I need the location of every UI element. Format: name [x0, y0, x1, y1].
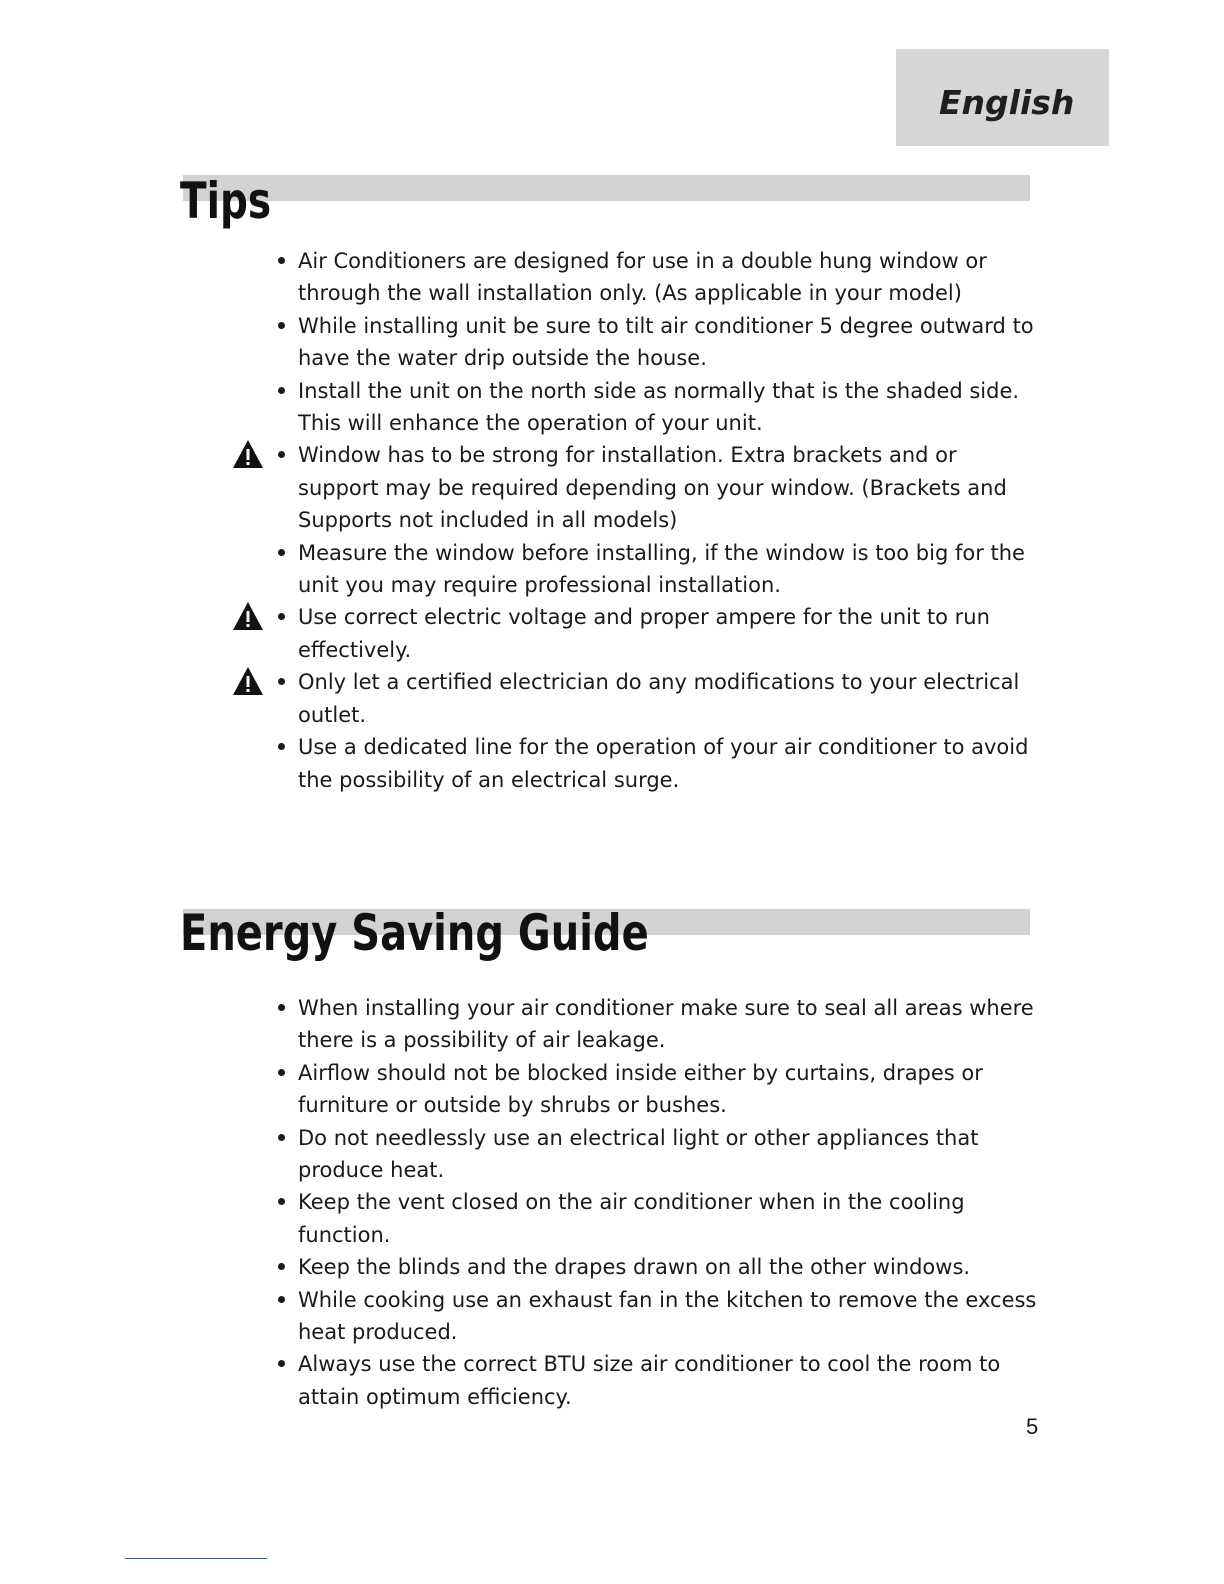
list-item-text: Air Conditioners are designed for use in a double hung window or through the wall installation only. (As applicable in your model) [298, 249, 987, 306]
warning-icon [232, 666, 264, 696]
list-item-text: Window has to be strong for installation. Extra brackets and or support may be required depending on your window. (Brackets and Supports not included in all models) [298, 443, 1007, 533]
list-item-text: Use correct electric voltage and proper ampere for the unit to run effectively. [298, 605, 990, 662]
language-label: English [939, 83, 1075, 122]
list-item-text: Keep the vent closed on the air conditioner when in the cooling function. [298, 1190, 965, 1247]
energy-saving-list [278, 992, 1038, 1413]
bullet-icon [278, 549, 285, 556]
list-item [278, 601, 1038, 666]
bullet-icon [278, 1360, 285, 1367]
list-item [278, 1186, 1038, 1251]
bullet-icon [278, 257, 285, 264]
list-item [278, 439, 1038, 536]
warning-icon [232, 601, 264, 631]
bullet-icon [278, 322, 285, 329]
page-number: 5 [1026, 1414, 1039, 1439]
list-item-text: When installing your air conditioner make sure to seal all areas where there is a possibility of air leakage. [298, 996, 1034, 1053]
energy-saving-title: Energy Saving Guide [180, 904, 649, 962]
list-item-text: Always use the correct BTU size air conditioner to cool the room to attain optimum efficiency. [298, 1352, 1001, 1409]
bullet-icon [278, 1198, 285, 1205]
list-item [278, 1348, 1038, 1413]
list-item [278, 375, 1038, 440]
footer-divider [125, 1558, 267, 1559]
bullet-icon [278, 1069, 285, 1076]
bullet-icon [278, 613, 285, 620]
list-item-text: Airflow should not be blocked inside either by curtains, drapes or furniture or outside by shrubs or bushes. [298, 1060, 983, 1118]
list-item [278, 537, 1038, 602]
bullet-icon [278, 1134, 285, 1141]
list-item-text: While cooking use an exhaust fan in the kitchen to remove the excess heat produced. [298, 1287, 1037, 1345]
language-tab [896, 49, 1109, 146]
list-item [278, 1251, 1038, 1283]
warning-icon [232, 439, 264, 469]
tips-title: Tips [180, 172, 272, 230]
bullet-icon [278, 1263, 285, 1270]
list-item [278, 666, 1038, 731]
list-item-text: Only let a certified electrician do any modifications to your electrical outlet. [298, 670, 1020, 727]
list-item [278, 1284, 1038, 1349]
bullet-icon [278, 743, 285, 750]
list-item-text: Keep the blinds and the drapes drawn on all the other windows. [298, 1255, 971, 1280]
list-item-text: Measure the window before installing, if the window is too big for the unit you may require professional installation. [298, 540, 1025, 598]
list-item [278, 1057, 1038, 1122]
list-item-text: Install the unit on the north side as normally that is the shaded side. This will enhance the operation of your unit. [298, 378, 1020, 436]
bullet-icon [278, 678, 285, 685]
bullet-icon [278, 451, 285, 458]
list-item-text: While installing unit be sure to tilt air conditioner 5 degree outward to have the water drip outside the house. [298, 313, 1034, 371]
tips-header-bar [183, 175, 1030, 201]
bullet-icon [278, 387, 285, 394]
list-item [278, 731, 1038, 796]
bullet-icon [278, 1296, 285, 1303]
list-item [278, 1122, 1038, 1187]
list-item-text: Do not needlessly use an electrical light or other appliances that produce heat. [298, 1125, 979, 1183]
list-item-text: Use a dedicated line for the operation of your air conditioner to avoid the possibility of an electrical surge. [298, 735, 1029, 792]
list-item [278, 992, 1038, 1057]
list-item [278, 310, 1038, 375]
bullet-icon [278, 1004, 285, 1011]
tips-list [278, 245, 1038, 796]
list-item [278, 245, 1038, 310]
